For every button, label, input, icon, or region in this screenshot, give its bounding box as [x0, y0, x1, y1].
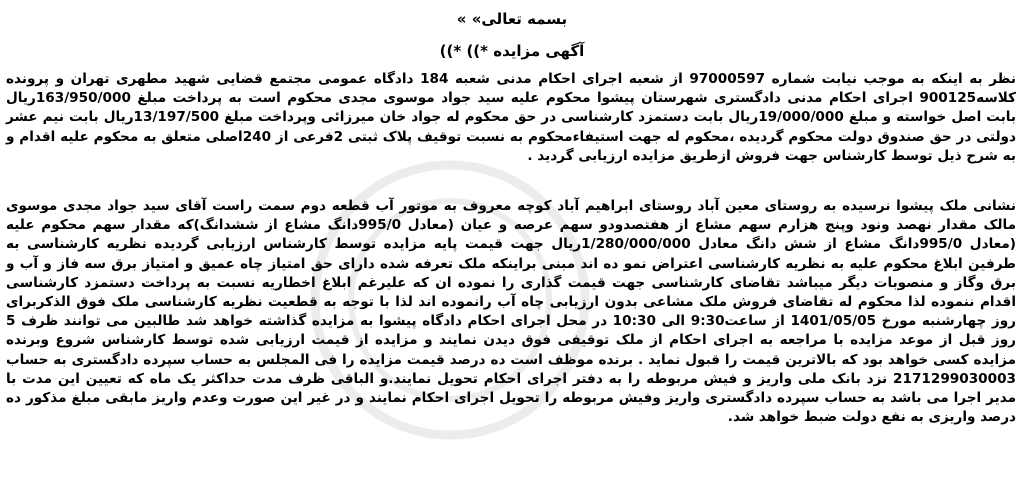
- paragraph-case-details: نظر به اینکه به موجب نیابت شماره 97000597 از شعبه اجرای احکام مدنی شعبه 184 دادگاه عمومی مجتمع قضایی شهید مطهری تهران و پرونده کلاسه900125 اجرای احکام مدنی دادگستری شهرستان پیشوا محکوم علیه سید جواد موسوی مجدی محکوم است به پرداخت مبلغ 163/950/000ریال بابت اصل خواسته و مبلغ 19/000/000ریال بابت دستمزد کارشناسی در حق محکوم له جواد خان میرزائی وپرداخت مبلغ 13/197/500ریال بابت نیم عشر دولتی در حق صندوق دولت محکوم گردیده ،محکوم له جهت استیفاءمحکوم به نسبت توقیف پلاک ثبتی 2فرعی از 240اصلی متعلق به محکوم علیه اقدام و به شرح ذیل توسط کارشناس جهت فروش ازطریق مزایده ارزیابی گردید .: [6, 71, 1017, 164]
- paragraph-property-and-auction: نشانی ملک پیشوا نرسیده به روستای معین آباد روستای ابراهیم آباد کوچه معروف به موتور آب قطعه دوم سمت راست آقای سید جواد مجدی موسوی مالک مقدار نهصد ونود وپنج هزارم سهم مشاع از هفتصدودو سهم عرصه و عیان (معادل 995/0دانگ مشاع از ششدانگ)که مقدار سهم محکوم علیه (معادل 995/0دانگ مشاع از شش دانگ معادل 1/280/000/000ریال جهت قیمت پایه مزایده توسط کارشناس ارزیابی گردیده نظریه کارشناسی به طرفین ابلاغ محکوم علیه به نظریه کارشناسی اعتراض نمو ده اند مبنی براینکه ملک تعرفه شده دارای حق امتیاز چاه عمیق و امتیاز برق سه فاز و آب و برق وگاز و منصوبات دیگر میباشد تقاضای کارشناسی جهت قیمت گذاری را نموده ان که علیرغم ابلاغ اخطاریه نسبت به پرداخت دستمزد کارشناسی اقدام ننموده لذا محکوم له تقاضای فروش ملک مشاعی بدون ارزیابی چاه آب رانموده اند لذا با توجه به قطعیت نظریه کارشناسی ملک فوق الذکربرای روز چهارشنبه مورخ 1401/05/05 از ساعت9:30 الی 10:30 در محل اجرای احکام دادگاه پیشوا به مزایده گذاشته خواهد شد طالبین می توانند ظرف 5 روز قبل از موعد مزایده با مراجعه به اجرای احکام از ملک توقیفی فوق دیدن نمایند و مزایده از قیمت ارزیابی شده توسط کارشناس شروع وبرنده مزایده کسی خواهد بود که بالاترین قیمت را قبول نماید . برنده موظف است ده درصد قیمت مزایده را فی المجلس به حساب سپرده دادگستری به حساب 2171299030003 نزد بانک ملی واریز و فیش مربوطه را به دفتر اجرای احکام تحویل نمایند.و الباقی ظرف مدت حداکثر یک ماه که تعیین این مدت با مدیر اجرا می باشد به حساب سپرده دادگستری واریز وفیش مربوطه را تحویل اجرای احکام نمایند و در غیر این صورت وعدم واریز مابقی مبلغ مذکور ده درصد واریزی به نفع دولت ضبط خواهد شد.: [6, 198, 1016, 426]
- notice-title: آگهی مزایده *)) *)): [439, 42, 585, 60]
- basmala-heading: بسمه تعالی» »: [456, 10, 568, 28]
